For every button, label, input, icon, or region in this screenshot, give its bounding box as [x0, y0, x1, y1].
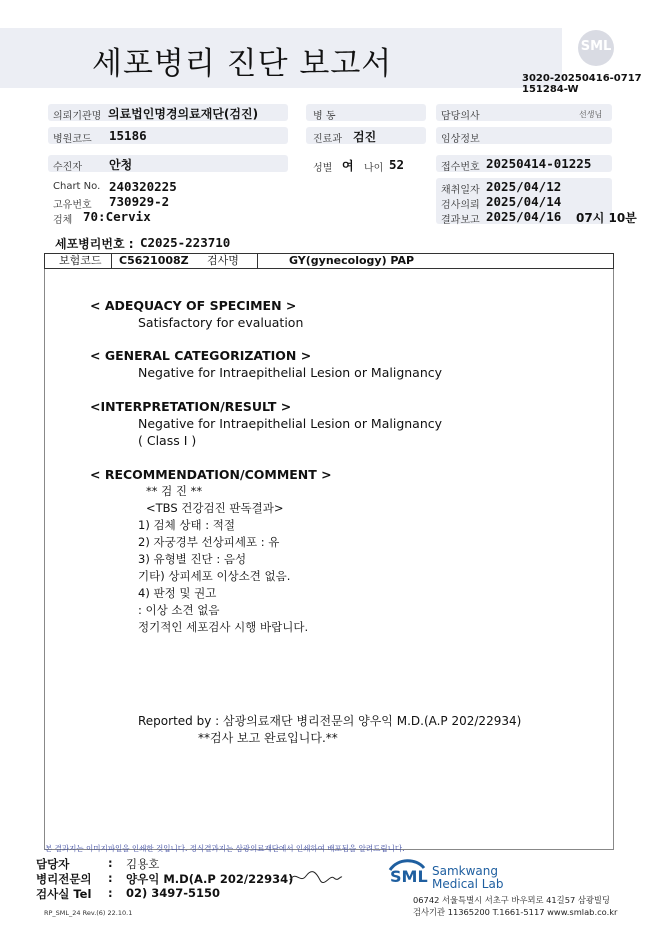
- interp-class: ( Class I ): [138, 433, 197, 448]
- ins-code-value: C5621008Z: [119, 254, 189, 267]
- chart-label: Chart No.: [53, 181, 101, 192]
- collect-label: 채취일자: [441, 185, 480, 196]
- rec-line: <TBS 건강검진 판독결과>: [146, 501, 284, 515]
- company-address: 06742 서울특별시 서초구 바우뫼로 41길57 삼광빌딩: [413, 895, 610, 905]
- dept-label: 진료과: [313, 134, 342, 145]
- signature-icon: [288, 868, 344, 886]
- specimen-value: 70:Cervix: [83, 209, 151, 224]
- institution-value: 의료법인명경의료재단(검진): [108, 107, 259, 121]
- manager-label: 담당자: [36, 857, 70, 871]
- page-title: 세포병리 진단 보고서: [92, 46, 393, 82]
- specimen-label: 검체: [53, 215, 73, 226]
- doctor-value: 선생님: [579, 110, 603, 119]
- sml-logo-icon: SML: [578, 30, 614, 66]
- report-label: 결과보고: [441, 215, 480, 226]
- rec-title: < RECOMMENDATION/COMMENT >: [90, 467, 332, 482]
- ins-code-label: 보험코드: [59, 254, 102, 267]
- test-name-value: GY(gynecology) PAP: [289, 254, 415, 267]
- pathologist-label: 병리전문의: [36, 872, 92, 886]
- rec-line: 기타) 상피세포 이상소견 없음.: [138, 569, 291, 583]
- pathologist-value: 양우익 M.D(A.P 202/22934): [126, 872, 294, 886]
- doctor-label: 담당의사: [441, 111, 480, 122]
- manager-value: 김용호: [126, 857, 160, 871]
- rec-line: 4) 판정 및 권고: [138, 586, 217, 600]
- ward-label: 병 동: [313, 111, 336, 122]
- lab-tel-value: 02) 3497-5150: [126, 886, 221, 900]
- report-complete: **검사 보고 완료입니다.**: [198, 731, 338, 745]
- rec-line: 2) 자궁경부 선상피세포 : 유: [138, 535, 280, 549]
- unique-label: 고유번호: [53, 200, 92, 211]
- interp-text: Negative for Intraepithelial Lesion or Malignancy: [138, 416, 443, 431]
- sex-value: 여: [342, 159, 354, 173]
- unique-value: 730929-2: [109, 194, 170, 209]
- institution-label: 의뢰기관명: [53, 111, 102, 122]
- reported-by: Reported by : 삼광의료재단 병리전문의 양우익 M.D.(A.P 202/22934): [138, 714, 522, 728]
- patient-label: 수진자: [53, 162, 82, 173]
- sml-logo-text: SML: [390, 867, 428, 886]
- dept-value: 검진: [353, 130, 377, 144]
- request-label: 검사의뢰: [441, 200, 480, 211]
- receipt-value: 20250414-01225: [486, 156, 592, 171]
- rec-line: ** 검 진 **: [146, 484, 203, 498]
- rec-line: : 이상 소견 없음: [138, 603, 220, 617]
- interp-title: <INTERPRETATION/RESULT >: [90, 399, 292, 414]
- age-value: 52: [389, 157, 405, 172]
- company-name: Samkwang Medical Lab: [432, 864, 504, 891]
- patient-value: 안청: [109, 158, 133, 172]
- chart-value: 240320225: [109, 179, 177, 194]
- rec-line: 3) 유형별 진단 : 음성: [138, 552, 247, 566]
- general-text: Negative for Intraepithelial Lesion or Malignancy: [138, 365, 443, 380]
- cyto-no-value: C2025-223710: [140, 235, 231, 250]
- rec-line: 정기적인 세포검사 시행 바랍니다.: [138, 620, 309, 634]
- hospital-code-label: 병원코드: [53, 134, 92, 145]
- cyto-no-label: 세포병리번호 :: [55, 237, 134, 251]
- general-title: < GENERAL CATEGORIZATION >: [90, 348, 312, 363]
- hospital-code-value: 15186: [109, 128, 147, 143]
- age-label: 나이: [364, 163, 384, 174]
- company-lab-no: 검사기관 11365200 T.1661-5117 www.smlab.co.kr: [413, 907, 618, 917]
- adequacy-text: Satisfactory for evaluation: [138, 315, 304, 330]
- report-time: 07시 10분: [576, 211, 637, 225]
- collect-value: 2025/04/12: [486, 179, 562, 194]
- rec-line: 1) 검체 상태 : 적절: [138, 518, 235, 532]
- code-bar: [44, 253, 614, 269]
- adequacy-title: < ADEQUACY OF SPECIMEN >: [90, 298, 297, 313]
- lab-tel-label: 검사실 Tel: [36, 887, 92, 901]
- report-value: 2025/04/16: [486, 209, 562, 224]
- request-value: 2025/04/14: [486, 194, 562, 209]
- sex-label: 성별: [313, 163, 333, 174]
- footer-note: 본 결과지는 이미지파일을 인쇄한 것입니다. 정식결과지는 삼광의료재단에서 인쇄하여 배포됨을 알려드립니다.: [45, 844, 405, 853]
- form-code: RP_SML_24 Rev.(6) 22.10.1: [44, 909, 133, 917]
- receipt-label: 접수번호: [441, 162, 480, 173]
- clinical-label: 임상정보: [441, 134, 480, 145]
- report-box: [44, 253, 614, 850]
- doc-code-1: 3020-20250416-0717: [522, 73, 642, 84]
- doc-code-2: 151284-W: [522, 84, 579, 95]
- test-name-label: 검사명: [207, 254, 239, 267]
